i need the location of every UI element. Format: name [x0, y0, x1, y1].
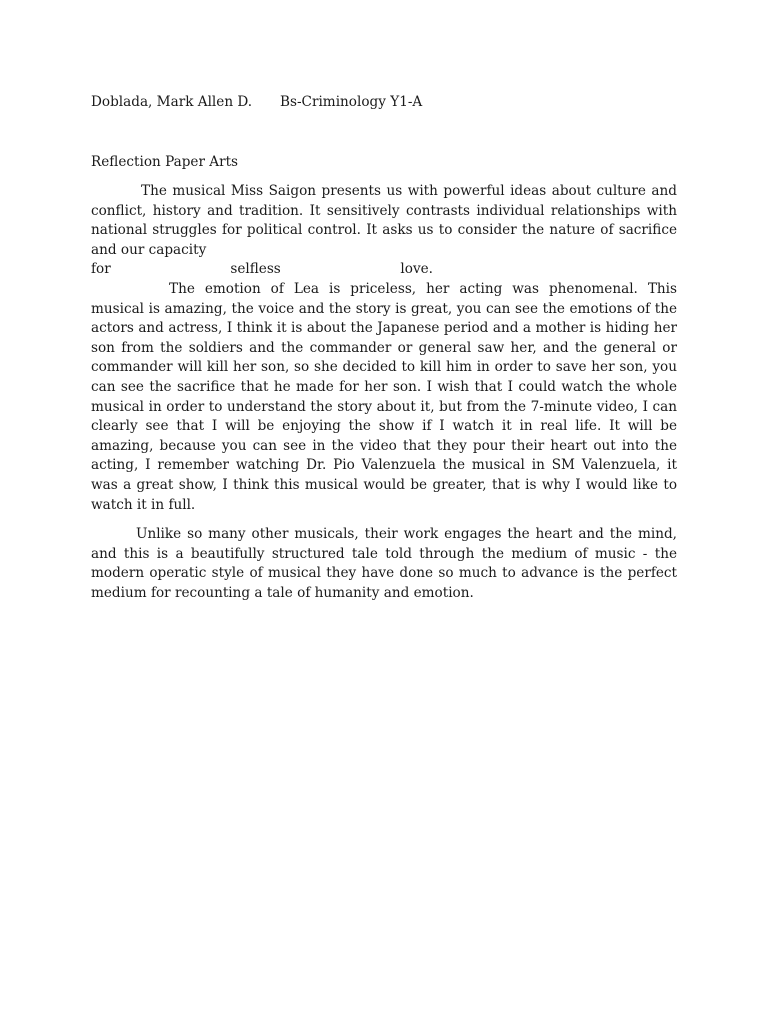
paragraph-1-text: The musical Miss Saigon presents us with powerful ideas about culture and conflict, history and tradition. It sensitively contrasts individual relationships with national struggles for political control. It asks us to consider the nature of sacrifice and our capacity	[91, 183, 677, 258]
paragraph-1-word-love: love.	[400, 261, 433, 278]
author-header	[91, 93, 681, 113]
paragraph-3: Unlike so many other musicals, their work engages the heart and the mind, and this is a beautifully structured tale told through the medium of music - the modern operatic style of musical they have done so much to advance is the perfect medium for recounting a tale of humanity and emotion.	[91, 526, 677, 601]
document-title: Reflection Paper Arts	[91, 154, 239, 170]
document-body	[91, 182, 677, 603]
course-section: Bs-Criminology Y1-A	[280, 94, 423, 110]
paragraph-1-word-selfless: selfless	[230, 261, 281, 278]
paragraph-2: The emotion of Lea is priceless, her acting was phenomenal. This musical is amazing, the voice and the story is great, you can see the emotions of the actors and actress, I think it is about the Japanese period and a mother is hiding her son from the soldiers and the commander or general saw her, and the general or commander will kill her son, so she decided to kill him in order to save her son, you can see the sacrifice that he made for her son. I wish that I could watch the whole musical in order to understand the story about it, but from the 7-minute video, I can clearly see that I will be enjoying the show if I watch it in real life. It will be amazing, because you can see in the video that they pour their heart out into the acting, I remember watching Dr. Pio Valenzuela the musical in SM Valenzuela, it was a great show, I think this musical would be greater, that is why I would like to watch it in full.	[91, 280, 677, 513]
author-name: Doblada, Mark Allen D.	[91, 94, 253, 110]
paragraph-1-last-line	[91, 260, 433, 280]
paragraph-1-word-for: for	[91, 261, 111, 278]
paragraph-1	[91, 182, 677, 260]
